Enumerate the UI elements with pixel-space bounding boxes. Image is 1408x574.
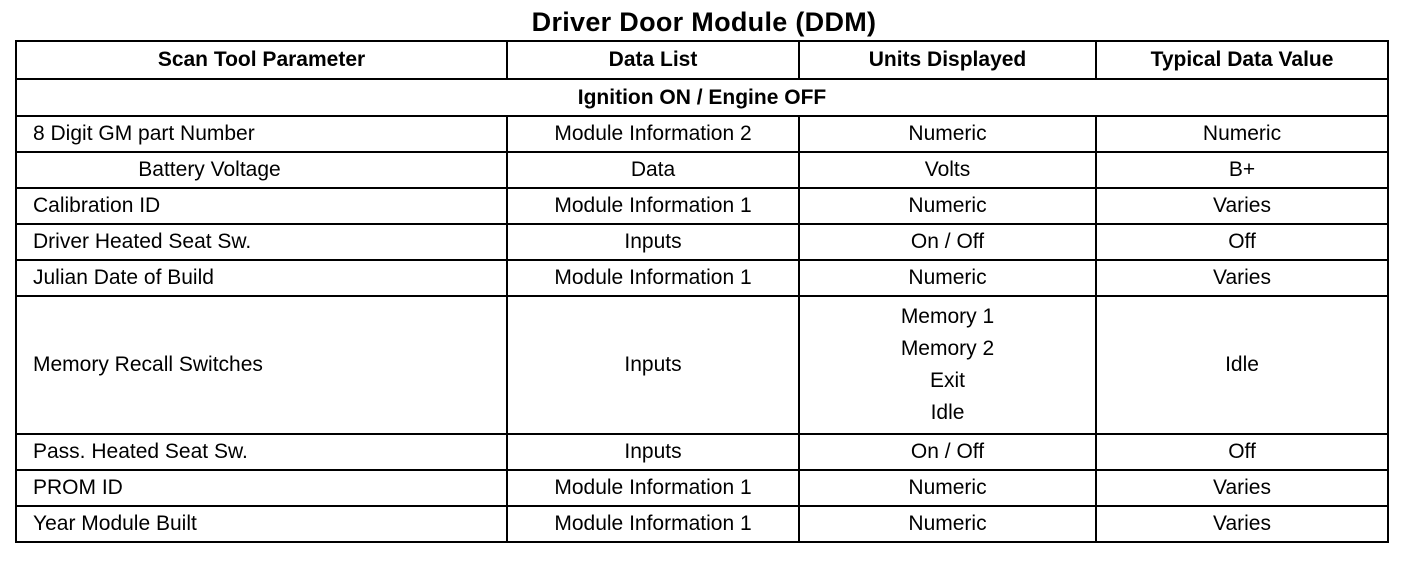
table-row (16, 152, 1388, 188)
cell-parameter: 8 Digit GM part Number (16, 116, 507, 152)
cell-typical: Idle (1096, 296, 1388, 434)
table-row (16, 434, 1388, 470)
table-row (16, 506, 1388, 542)
cell-typical: Varies (1096, 470, 1388, 506)
cell-data-list: Inputs (507, 296, 799, 434)
table-row (16, 260, 1388, 296)
table-row (16, 116, 1388, 152)
cell-units (799, 296, 1096, 434)
cell-typical: Varies (1096, 188, 1388, 224)
header-data-list: Data List (507, 41, 799, 79)
cell-data-list: Inputs (507, 224, 799, 260)
document-title: Driver Door Module (DDM) (531, 7, 877, 37)
cell-units: Numeric (799, 116, 1096, 152)
cell-typical: Off (1096, 434, 1388, 470)
cell-data-list: Module Information 1 (507, 260, 799, 296)
cell-data-list: Module Information 1 (507, 506, 799, 542)
cell-typical: Varies (1096, 260, 1388, 296)
unit-option: Memory 1 (900, 305, 995, 328)
table-row (16, 470, 1388, 506)
section-row (16, 79, 1388, 116)
header-row (16, 41, 1388, 79)
header-typical-data-value: Typical Data Value (1096, 41, 1388, 79)
unit-option: Idle (930, 401, 965, 424)
section-label: Ignition ON / Engine OFF (16, 79, 1388, 116)
cell-parameter: PROM ID (16, 470, 507, 506)
cell-units: Volts (799, 152, 1096, 188)
cell-data-list: Data (507, 152, 799, 188)
cell-parameter: Pass. Heated Seat Sw. (16, 434, 507, 470)
cell-typical: Off (1096, 224, 1388, 260)
cell-units: Numeric (799, 260, 1096, 296)
cell-units: Numeric (799, 470, 1096, 506)
cell-parameter: Memory Recall Switches (16, 296, 507, 434)
cell-typical: Varies (1096, 506, 1388, 542)
unit-option: Memory 2 (900, 337, 995, 360)
cell-units: Numeric (799, 188, 1096, 224)
cell-parameter: Driver Heated Seat Sw. (16, 224, 507, 260)
cell-data-list: Module Information 1 (507, 188, 799, 224)
cell-parameter: Calibration ID (16, 188, 507, 224)
header-units-displayed: Units Displayed (799, 41, 1096, 79)
cell-data-list: Module Information 2 (507, 116, 799, 152)
cell-units: On / Off (799, 434, 1096, 470)
ddm-parameter-table (15, 40, 1389, 543)
cell-data-list: Module Information 1 (507, 470, 799, 506)
table-row (16, 224, 1388, 260)
cell-units: Numeric (799, 506, 1096, 542)
table-row (16, 296, 1388, 434)
cell-parameter: Year Module Built (16, 506, 507, 542)
cell-typical: Numeric (1096, 116, 1388, 152)
cell-parameter: Julian Date of Build (16, 260, 507, 296)
cell-units: On / Off (799, 224, 1096, 260)
cell-data-list: Inputs (507, 434, 799, 470)
header-scan-tool-parameter: Scan Tool Parameter (16, 41, 507, 79)
table-row (16, 188, 1388, 224)
cell-typical: B+ (1096, 152, 1388, 188)
cell-parameter: Battery Voltage (16, 152, 507, 188)
unit-option: Exit (929, 369, 965, 392)
